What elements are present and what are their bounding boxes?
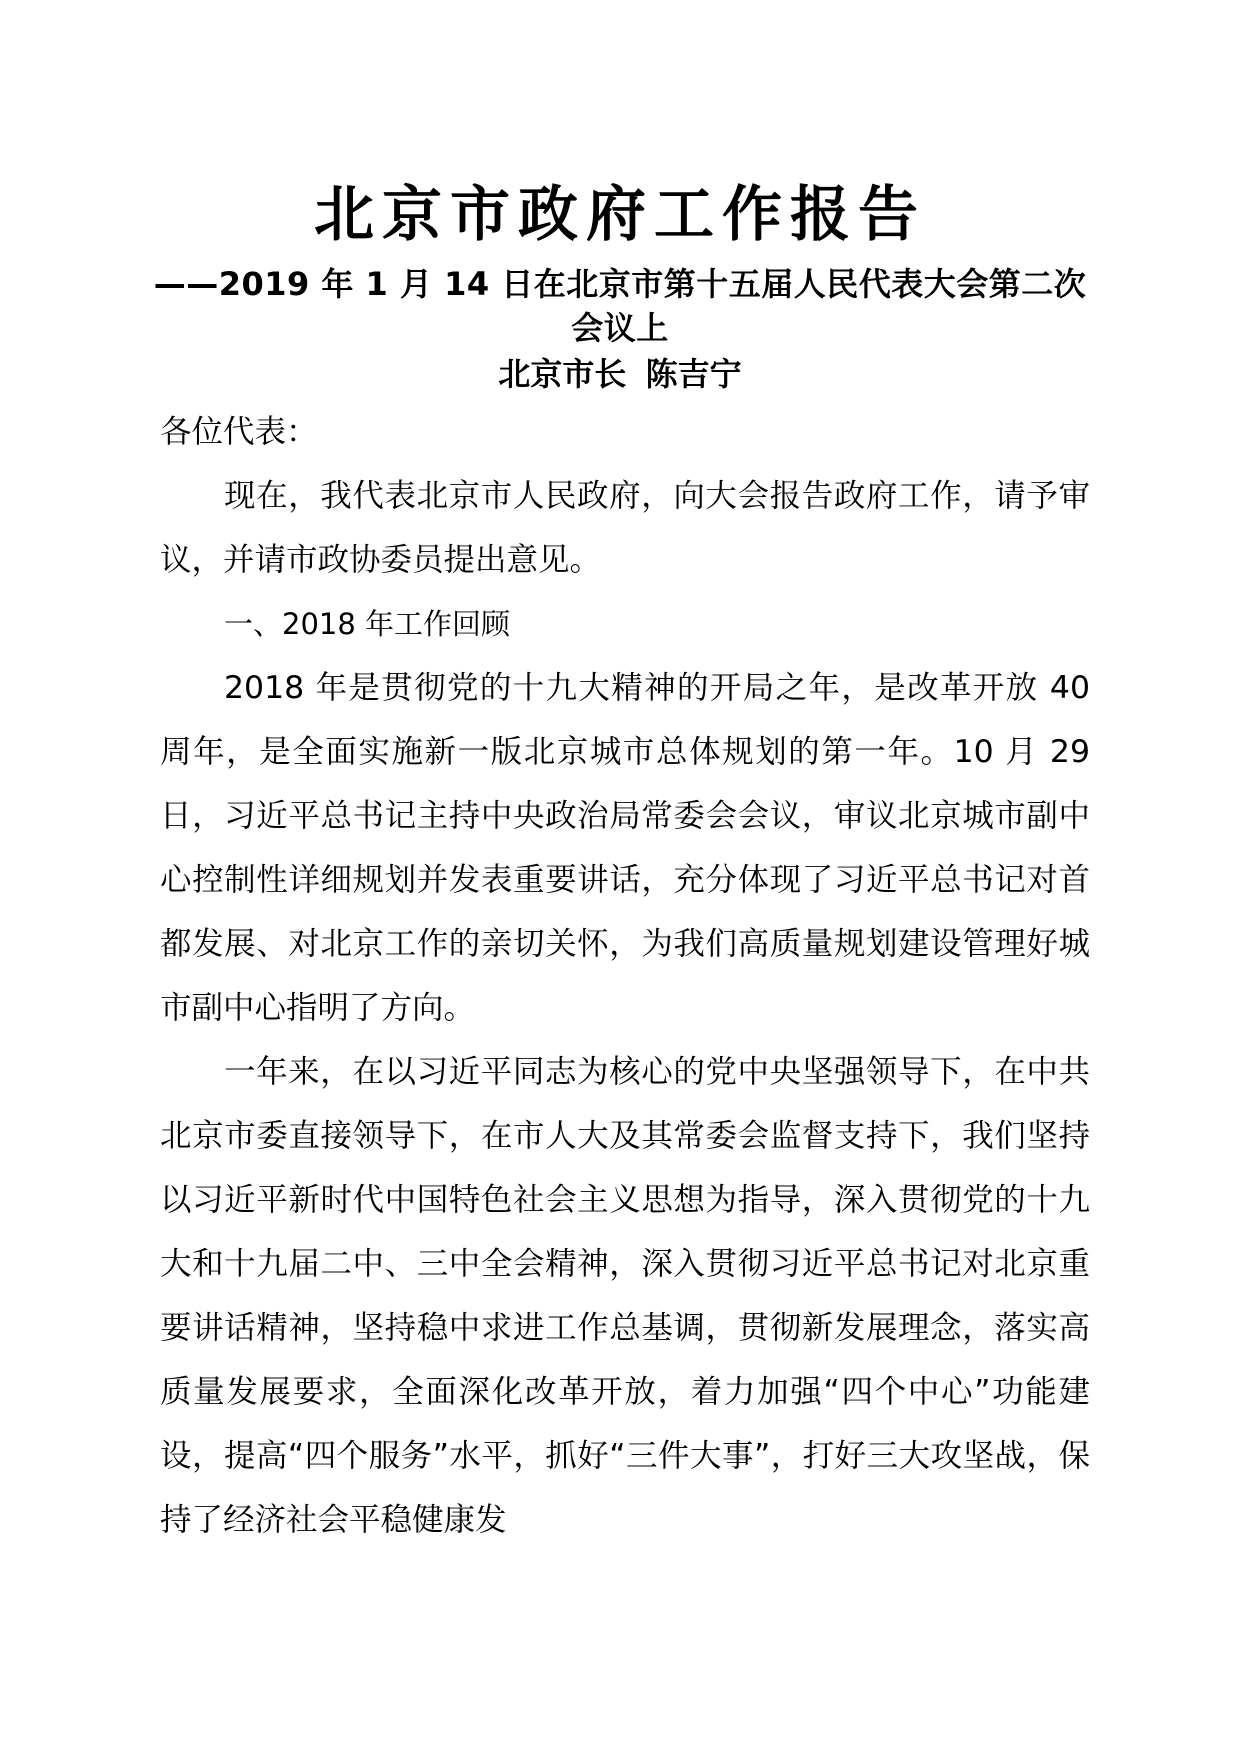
- salutation: 各位代表：: [160, 414, 318, 450]
- section-heading: 一、2018 年工作回顾: [224, 607, 511, 641]
- paragraph-intro: 现在，我代表北京市人民政府，向大会报告政府工作，请予审议，并请市政协委员提出意见。: [160, 478, 1090, 578]
- paragraph-past-year: 一年来，在以习近平同志为核心的党中央坚强领导下，在中共北京市委直接领导下，在市人大及其常委会监督支持下，我们坚持以习近平新时代中国特色社会主义思想为指导，深入贯彻党的十九大和十九届二中、三中全会精神，深入贯彻习近平总书记对北京重要讲话精神，坚持稳中求进工作总基调，贯彻新发展理念，落实高质量发展要求，全面深化改革开放，着力加强“四个中心”功能建设，提高“四个服务”水平，抓好“三件大事”，打好三大攻坚战，保持了经济社会平稳健康发: [160, 1054, 1090, 1538]
- paragraph-2018-overview: 2018 年是贯彻党的十九大精神的开局之年，是改革开放 40 周年，是全面实施新一版北京城市总体规划的第一年。10 月 29 日，习近平总书记主持中央政治局常委会会议，审议北京城市副中心控制性详细规划并发表重要讲话，充分体现了习近平总书记对首都发展、对北京工作的亲切关怀，为我们高质量规划建设管理好城市副中心指明了方向。: [160, 670, 1090, 1026]
- document-body: [160, 400, 1090, 1552]
- document-title: 北京市政府工作报告: [314, 180, 926, 250]
- document-author: 北京市长 陈吉宁: [498, 355, 742, 393]
- document-subtitle: ——2019 年 1 月 14 日在北京市第十五届人民代表大会第二次会议上: [153, 265, 1087, 347]
